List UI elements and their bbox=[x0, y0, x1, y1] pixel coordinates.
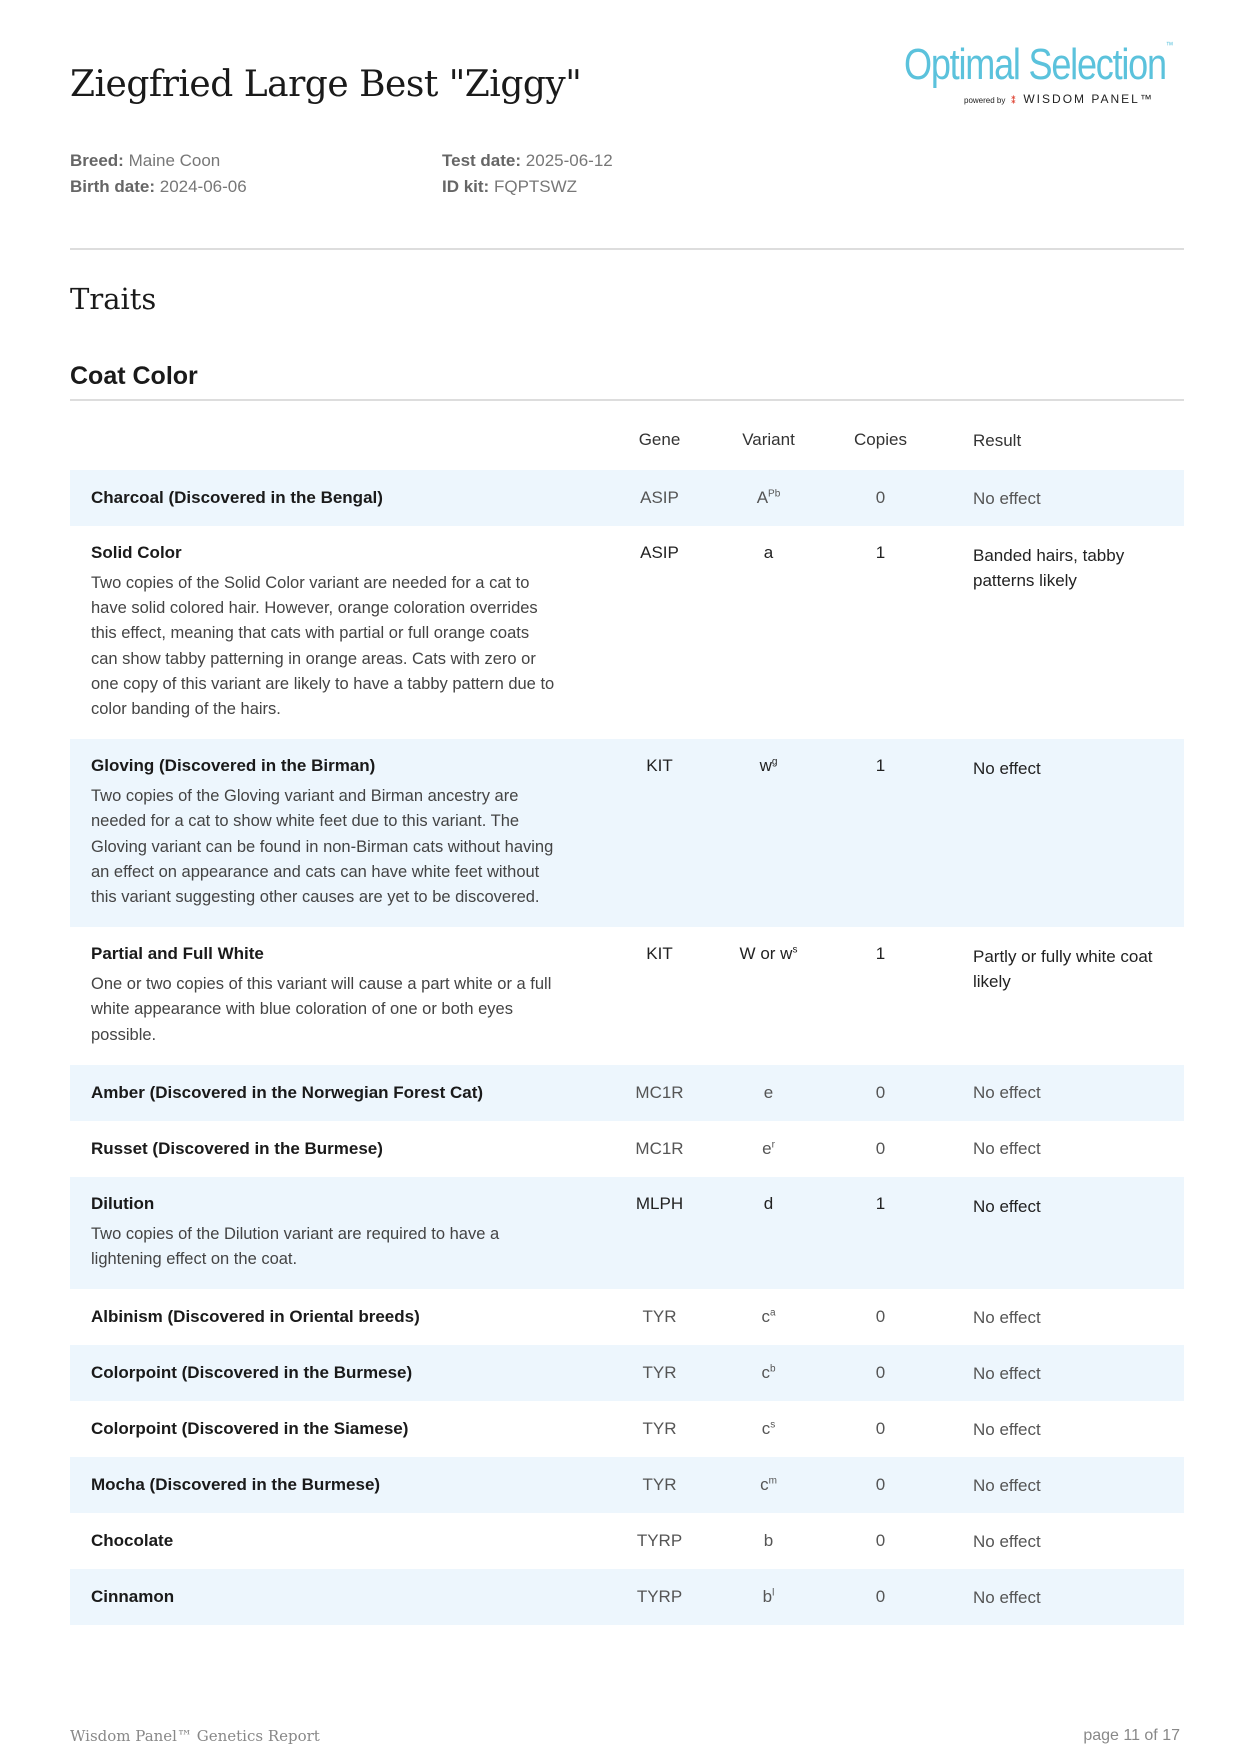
result: No effect bbox=[973, 1083, 1041, 1103]
result: Partly or fully white coat likely bbox=[973, 947, 1153, 992]
coat-color-table bbox=[70, 410, 1184, 1625]
variant: $c^a$ bbox=[761, 1307, 776, 1327]
result: No effect bbox=[973, 1419, 1041, 1439]
result: No effect bbox=[973, 759, 1041, 779]
test-info: Test date: 2025-06-12 ID kit: FQPTSWZ bbox=[442, 151, 613, 196]
gene: TYR bbox=[642, 1475, 677, 1495]
trait-name: Colorpoint (Discovered in the Siamese) bbox=[91, 1419, 409, 1439]
result: No effect bbox=[973, 1587, 1041, 1607]
gene: TYR bbox=[642, 1363, 677, 1383]
table-row bbox=[70, 1177, 1184, 1289]
result: No effect bbox=[973, 1307, 1041, 1327]
optimal-selection-logo: Optimal Selection™ powered by ⁑ WISDOM PANEL™ bbox=[904, 40, 1172, 106]
table-row bbox=[70, 927, 1184, 1065]
copies: 0 bbox=[875, 1587, 886, 1607]
table-row bbox=[70, 1345, 1184, 1401]
subsection-title: Coat Color bbox=[70, 362, 198, 390]
col-copies: Copies bbox=[854, 430, 907, 449]
variant: b bbox=[763, 1531, 774, 1551]
trait-name: Charcoal (Discovered in the Bengal) bbox=[91, 488, 383, 507]
variant: $c^b$ bbox=[761, 1363, 776, 1383]
variant: $b^l$ bbox=[762, 1587, 775, 1607]
trait-description: One or two copies of this variant will cause a part white or a full white appearance with blue coloration of one or both eyes possible. bbox=[91, 975, 552, 1044]
copies: 0 bbox=[875, 1307, 886, 1327]
table-row bbox=[70, 1121, 1184, 1177]
trait-description: Two copies of the Gloving variant and Birman ancestry are needed for a cat to show white feet due to this variant. The Gloving variant can be found in non-Birman cats without having an effect on appearance and cats can have white feet without this variant suggesting other causes are yet to be discovered. bbox=[91, 787, 554, 907]
section-title: Traits bbox=[70, 282, 157, 316]
trait-name: Colorpoint (Discovered in the Burmese) bbox=[91, 1363, 413, 1383]
variant: W or $w^s$ bbox=[739, 944, 798, 964]
table-row bbox=[70, 1401, 1184, 1457]
result: No effect bbox=[973, 1139, 1041, 1159]
trait-name: Cinnamon bbox=[91, 1587, 175, 1607]
variant: e bbox=[763, 1082, 774, 1102]
gene: KIT bbox=[646, 944, 673, 964]
gene: MC1R bbox=[635, 1082, 684, 1102]
table-row bbox=[70, 1065, 1184, 1121]
gene: MC1R bbox=[635, 1138, 684, 1158]
variant: $e^r$ bbox=[762, 1138, 775, 1158]
trait-description: Two copies of the Dilution variant are required to have a lightening effect on the coat. bbox=[91, 1224, 500, 1269]
trait-name: Chocolate bbox=[91, 1531, 174, 1551]
result: No effect bbox=[973, 1363, 1041, 1383]
trait-name: Albinism (Discovered in Oriental breeds) bbox=[91, 1307, 420, 1327]
table-row bbox=[70, 1457, 1184, 1513]
copies: 0 bbox=[875, 1363, 886, 1383]
gene: ASIP bbox=[640, 488, 679, 507]
gene: MLPH bbox=[635, 1193, 684, 1213]
table-row bbox=[70, 1569, 1184, 1625]
trait-name: Gloving (Discovered in the Birman) bbox=[91, 756, 376, 776]
trait-name: Mocha (Discovered in the Burmese) bbox=[91, 1475, 381, 1495]
copies: 0 bbox=[875, 488, 886, 507]
table-header bbox=[70, 410, 1184, 470]
pet-info: Breed: Maine Coon Birth date: 2024-06-06 bbox=[70, 151, 247, 196]
copies: 1 bbox=[875, 944, 886, 964]
table-row bbox=[70, 470, 1184, 526]
footer-title: Wisdom Panel™ Genetics Report bbox=[70, 1727, 320, 1745]
copies: 1 bbox=[875, 543, 886, 562]
table-row bbox=[70, 526, 1184, 739]
table-row bbox=[70, 1289, 1184, 1345]
gene: TYR bbox=[642, 1419, 677, 1439]
trait-name: Partial and Full White bbox=[91, 944, 264, 964]
page-number: page 11 of 17 bbox=[1083, 1727, 1180, 1744]
col-result: Result bbox=[973, 430, 1022, 450]
copies: 0 bbox=[875, 1419, 886, 1439]
result: No effect bbox=[973, 1475, 1041, 1495]
col-variant: Variant bbox=[742, 430, 795, 449]
result: No effect bbox=[973, 488, 1041, 508]
variant: $A^{Pb}$ bbox=[756, 488, 781, 507]
gene: TYRP bbox=[636, 1587, 683, 1607]
table-row bbox=[70, 1513, 1184, 1569]
gene: TYRP bbox=[636, 1531, 683, 1551]
gene: ASIP bbox=[640, 543, 679, 562]
trait-name: Solid Color bbox=[91, 543, 182, 562]
gene: KIT bbox=[646, 756, 673, 776]
copies: 0 bbox=[875, 1138, 886, 1158]
page-title: Ziegfried Large Best "Ziggy" bbox=[70, 64, 582, 105]
copies: 1 bbox=[875, 1193, 886, 1213]
divider bbox=[70, 248, 1184, 250]
variant: $c^m$ bbox=[760, 1475, 777, 1495]
trait-description: Two copies of the Solid Color variant are needed for a cat to have solid colored hair. However, orange coloration overrides this effect, meaning that cats with partial or full orange coats can show tabby patterning in orange areas. Cats with zero or one copy of this variant are likely to have a tabby pattern due to color banding of the hairs. bbox=[91, 574, 555, 719]
col-gene: Gene bbox=[638, 430, 681, 449]
result: No effect bbox=[973, 1196, 1041, 1216]
divider bbox=[70, 399, 1184, 401]
copies: 1 bbox=[875, 756, 886, 776]
table-row bbox=[70, 739, 1184, 927]
trait-name: Dilution bbox=[91, 1193, 155, 1213]
variant: $w^g$ bbox=[759, 756, 778, 776]
copies: 0 bbox=[875, 1531, 886, 1551]
gene: TYR bbox=[642, 1307, 677, 1327]
result: No effect bbox=[973, 1531, 1041, 1551]
result: Banded hairs, tabby patterns likely bbox=[973, 546, 1125, 590]
variant: $c^s$ bbox=[761, 1419, 776, 1439]
variant: a bbox=[763, 543, 774, 562]
copies: 0 bbox=[875, 1082, 886, 1102]
copies: 0 bbox=[875, 1475, 886, 1495]
trait-name: Amber (Discovered in the Norwegian Forest Cat) bbox=[91, 1082, 484, 1102]
variant: d bbox=[763, 1193, 774, 1213]
wisdom-panel-icon: ⁑ bbox=[1011, 96, 1016, 105]
trait-name: Russet (Discovered in the Burmese) bbox=[91, 1138, 383, 1158]
